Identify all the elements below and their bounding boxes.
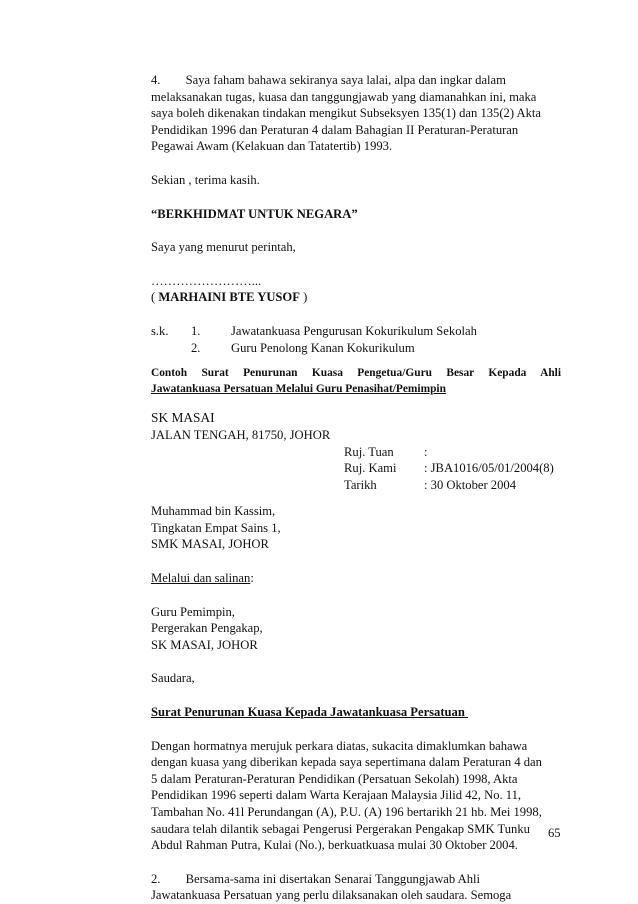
motto: “BERKHIDMAT UNTUK NEGARA” (151, 206, 358, 221)
paragraph-line: Pendidikan 1996 seperti dalam Warta Kerajaan Malaysia Jilid 42, No. 11, (151, 788, 522, 803)
paragraph-line: 5 dalam Peraturan-Peraturan Pendidikan (Persatuan Sekolah) 1998, Akta (151, 771, 518, 786)
sk-text: Jawatankuasa Pengurusan Kokurikulum Sekolah (231, 323, 477, 338)
contoh-heading-line-1: Contoh Surat Penurunan Kuasa Pengetua/Guru Besar Kepada Ahli (151, 367, 561, 380)
paragraph-line: Jawatankuasa Persatuan yang perlu dilaksanakan oleh saudara. Semoga (151, 888, 512, 903)
paragraph-line: Pendidikan 1996 dan Peraturan 4 dalam Bahagian II Peraturan-Peraturan (151, 122, 519, 137)
sender-line-1: SK MASAI (151, 410, 215, 426)
paragraph-line: saya boleh dikenakan tindakan mengikut Subseksyen 135(1) dan 135(2) Akta (151, 106, 541, 121)
signature-dots: ……………………... (151, 273, 262, 288)
paragraph-line: Dengan hormatnya merujuk perkara diatas, sukacita dimaklumkan bahawa (151, 738, 528, 753)
signatory-line (151, 289, 561, 306)
sk-number: 1. (191, 323, 201, 338)
paragraph-line: Tambahan No. 41l Perundangan (A), P.U. (A) 196 bertarikh 21 hb. Mei 1998, (151, 805, 542, 819)
signatory-name: MARHAINI BTE YUSOF (158, 290, 300, 305)
salutation: Saudara, (151, 671, 195, 686)
sender-line-2: JALAN TENGAH, 81750, JOHOR (151, 427, 331, 442)
via-line-3: SK MASAI, JOHOR (151, 637, 258, 652)
reference-value: : (424, 444, 428, 459)
paren-open: ( (151, 290, 159, 305)
reference-label: Ruj. Tuan (344, 444, 394, 459)
sk-number: 2. (191, 340, 201, 355)
sk-item-2 (151, 340, 561, 357)
page-number: 65 (548, 826, 561, 840)
melalui-label: Melalui dan salinan (151, 571, 251, 586)
sk-item-1 (151, 323, 561, 340)
via-line-1: Guru Pemimpin, (151, 604, 235, 619)
signoff-text: Saya yang menurut perintah, (151, 240, 296, 255)
reference-row (344, 460, 561, 477)
reference-block (344, 444, 561, 494)
sk-text: Guru Penolong Kanan Kokurikulum (231, 340, 415, 355)
reference-label: Tarikh (344, 477, 377, 492)
recipient-line-3: SMK MASAI, JOHOR (151, 537, 269, 552)
recipient-line-2: Tingkatan Empat Sains 1, (151, 520, 281, 535)
reference-row (344, 477, 561, 494)
letter-page (151, 72, 561, 904)
via-line-2: Pergerakan Pengakap, (151, 621, 263, 636)
paragraph-line: 2. Bersama-sama ini disertakan Senarai Tanggungjawab Ahli (151, 871, 481, 886)
body-paragraph-1 (151, 738, 561, 854)
paragraph-4 (151, 72, 561, 155)
subject-heading: Surat Penurunan Kuasa Kepada Jawatankuasa Persatuan (151, 705, 469, 720)
reference-value: : JBA1016/05/01/2004(8) (424, 461, 554, 476)
paragraph-line: Abdul Rahman Putra, Kulai (No.), berkuatkuasa mulai 30 Oktober 2004. (151, 838, 518, 853)
paren-close: ) (299, 290, 308, 305)
contoh-heading-line-2: Jawatankuasa Persatuan Melalui Guru Penasihat/Pemimpin (151, 382, 446, 395)
paragraph-line: 4. Saya faham bahawa sekiranya saya lalai, alpa dan ingkar dalam (151, 73, 506, 87)
reference-value: : 30 Oktober 2004 (424, 477, 516, 492)
reference-row (344, 444, 561, 461)
body-paragraph-2 (151, 871, 561, 904)
melalui-colon: : (250, 571, 254, 586)
sk-label: s.k. (151, 323, 169, 338)
reference-label: Ruj. Kami (344, 461, 397, 476)
paragraph-line: dengan kuasa yang diberikan kepada saya sepertimana dalam Peraturan 4 dan (151, 755, 542, 770)
paragraph-line: melaksanakan tugas, kuasa dan tanggungjawab yang diamanahkan ini, maka (151, 89, 537, 104)
paragraph-line: Pegawai Awam (Kelakuan dan Tatatertib) 1993. (151, 139, 393, 154)
closing-text: Sekian , terima kasih. (151, 172, 260, 187)
melalui-line (151, 570, 561, 587)
recipient-line-1: Muhammad bin Kassim, (151, 504, 276, 519)
paragraph-line: saudara telah dilantik sebagai Pengerusi Pergerakan Pengakap SMK Tunku (151, 821, 530, 836)
